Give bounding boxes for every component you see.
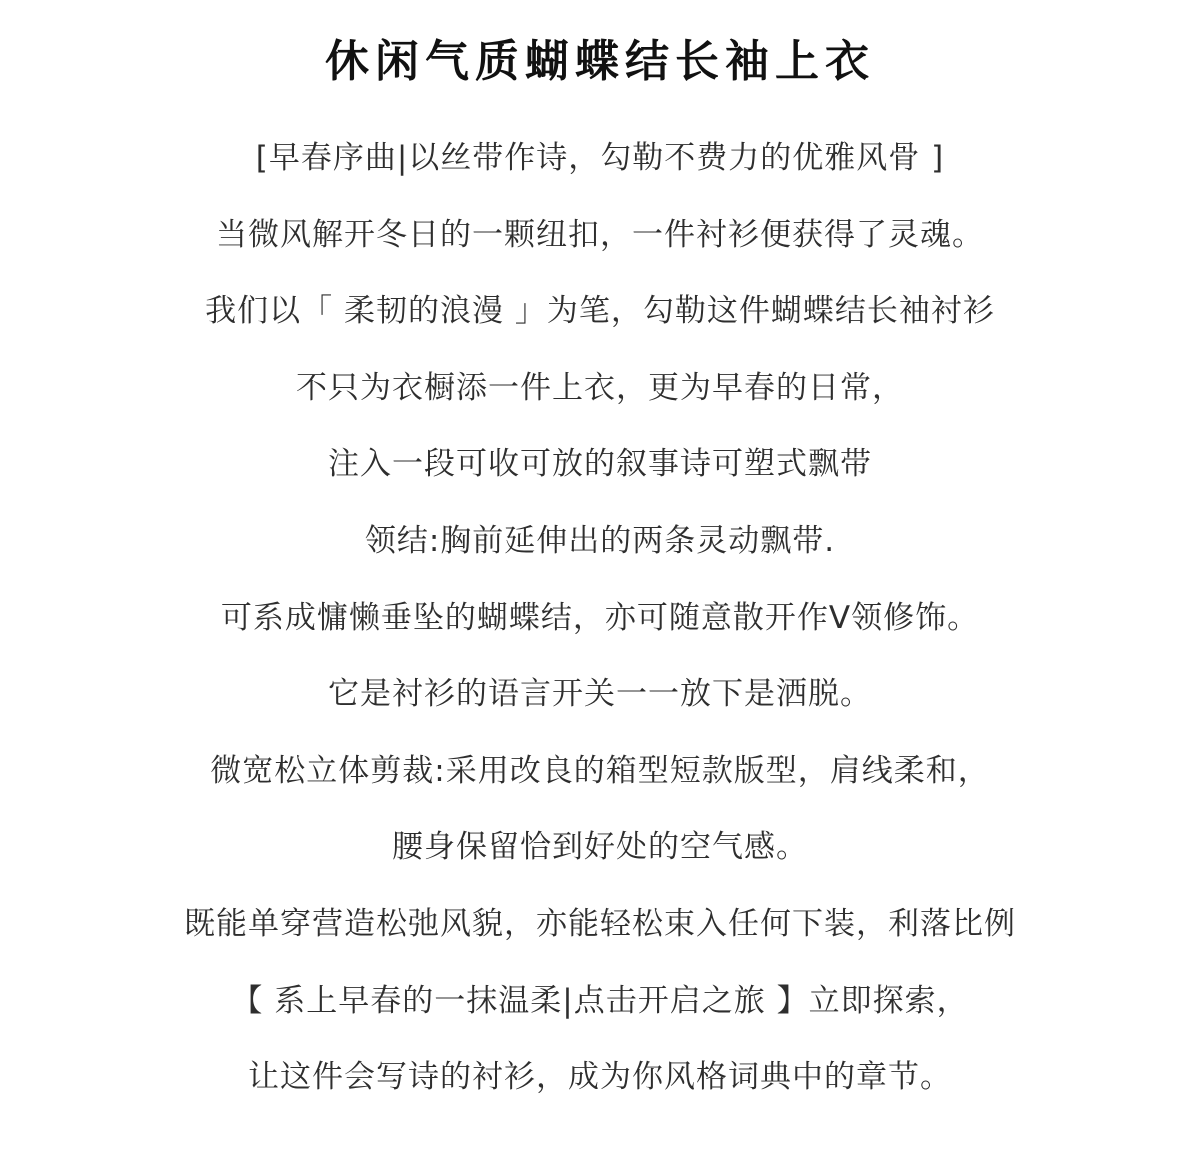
description-line: 既能单穿营造松弛风貌，亦能轻松束入任何下装，利落比例	[184, 905, 1016, 942]
description-lines	[0, 128, 1200, 1124]
description-line: 领结:胸前延伸出的两条灵动飘带.	[364, 522, 836, 559]
description-line: 注入一段可收可放的叙事诗可塑式飘带	[328, 446, 872, 483]
description-line: 它是衬衫的语言开关一一放下是洒脱。	[328, 676, 872, 713]
description-line: 当微风解开冬日的一颗纽扣，一件衬衫便获得了灵魂。	[216, 216, 984, 253]
description-line: 不只为衣橱添一件上衣，更为早春的日常，	[296, 369, 904, 406]
page-title: 休闲气质蝴蝶结长袖上衣	[325, 36, 875, 87]
description-line: 我们以「 柔韧的浪漫 」为笔，勾勒这件蝴蝶结长袖衬衫	[205, 293, 995, 330]
description-line: [早春序曲|以丝带作诗，勾勒不费力的优雅风骨 ]	[255, 140, 945, 176]
description-line: 让这件会写诗的衬衫，成为你风格词典中的章节。	[248, 1059, 952, 1096]
description-line: 【 系上早春的一抹温柔|点击开启之旅 】立即探索，	[231, 982, 969, 1019]
description-line: 腰身保留恰到好处的空气感。	[392, 829, 808, 866]
description-line: 可系成慵懒垂坠的蝴蝶结，亦可随意散开作V领修饰。	[220, 599, 980, 636]
description-line: 微宽松立体剪裁:采用改良的箱型短款版型，肩线柔和，	[210, 752, 990, 789]
